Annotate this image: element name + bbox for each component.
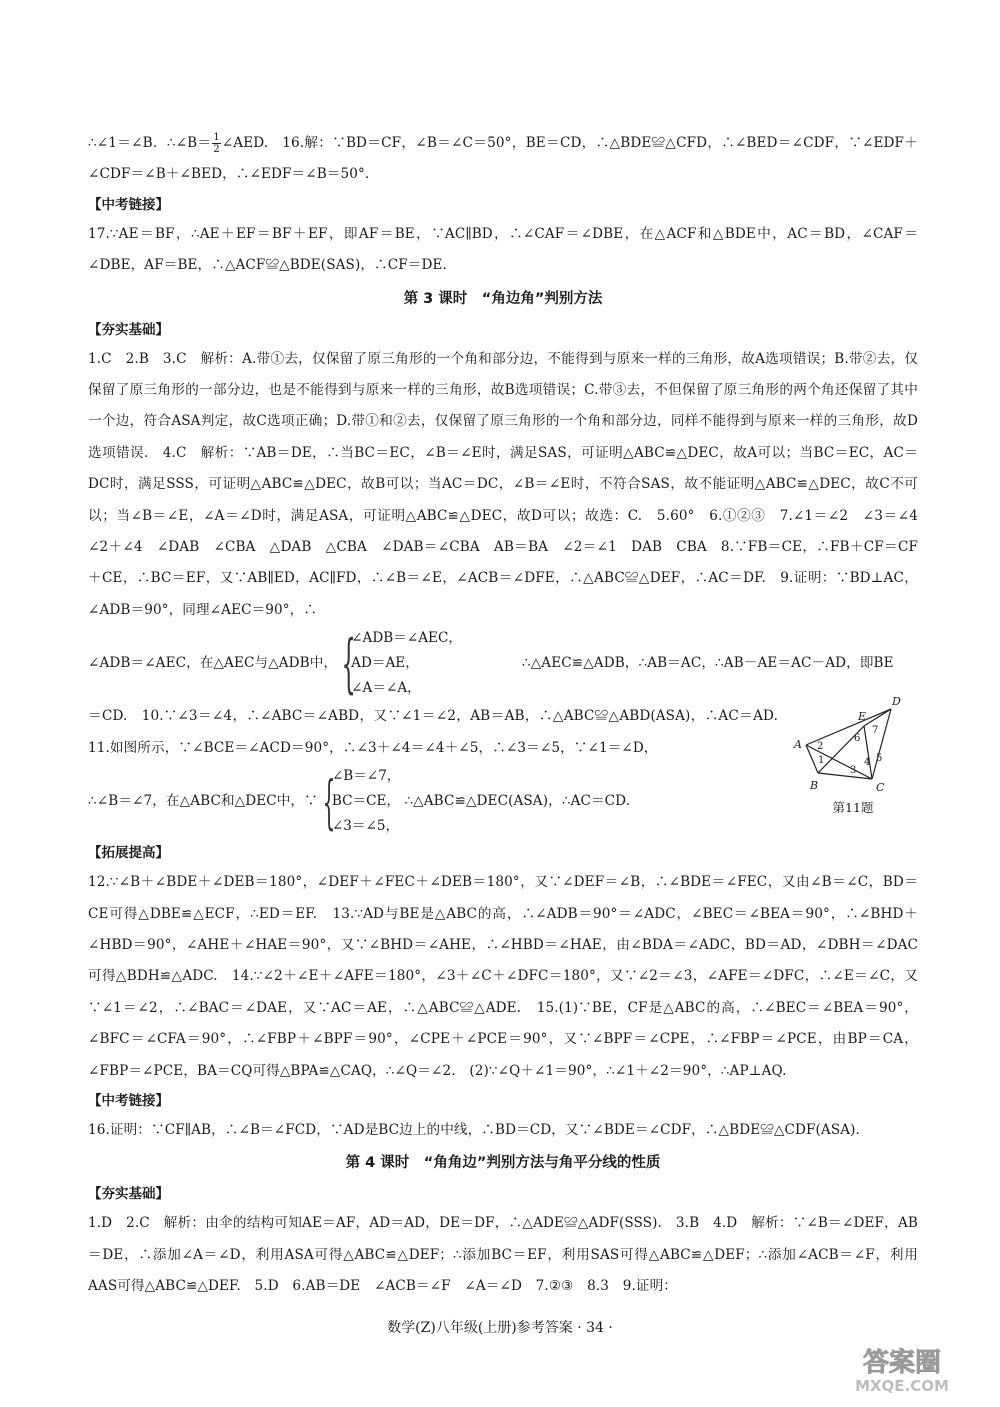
fraction-denominator: 2	[213, 144, 220, 155]
label-angle-6: 6	[854, 733, 861, 745]
text-segment: ∠AED. 16.解：∵BD＝CF，∠B＝∠C＝50°，BE＝CD，∴△BDE≌△CFD，∴∠BED＝∠CDF，∵∠EDF＋∠CDF＝∠B＋∠BED，∴∠EDF＝∠B＝50°.	[88, 135, 918, 183]
figure-q11	[788, 693, 918, 839]
section-tag-zhongkao: 【中考链接】	[88, 196, 169, 213]
section-tag-tuozhan: 【拓展提高】	[88, 845, 169, 862]
paragraph-q10-11: ＝CD. 10.∵∠3＝∠4，∴∠ABC＝∠ABD，又∵∠1＝∠2，AB＝AB，∴△ABC≌△ABD(ASA)，∴AC＝AD. 11.如图所示，∵∠BCE＝∠ACD＝90°，∴∠3＋∠4＝∠4＋∠5，∴∠3＝∠5，∵∠1＝∠D，	[88, 708, 792, 756]
text-segment: ∴△AEC≌△ADB，∴AB＝AC，∴AB－AE＝AC－AD，即BE	[521, 655, 894, 672]
label-d: D	[892, 695, 901, 709]
section-tag-hangshi: 【夯实基础】	[88, 1186, 169, 1203]
watermark-url: MXQE.COM	[855, 1377, 949, 1395]
geometry-diagram	[788, 693, 918, 798]
fraction-numerator: 1	[213, 132, 220, 143]
segment-ac	[806, 745, 872, 779]
system-line: AD＝AE，	[351, 655, 419, 672]
system-line: ∠B＝∠7，	[331, 768, 401, 785]
lesson-4-title: 第 4 课时 “角角边”判别方法与角平分线的性质	[345, 1155, 661, 1172]
label-angle-5: 5	[876, 753, 883, 765]
paragraph-q16: 16.证明：∵CF∥AB，∴∠B＝∠FCD，∵AD是BC边上的中线，∴BD＝CD，又∵∠BDE＝∠CDF，∴△BDE≌△CDF(ASA).	[88, 1121, 860, 1138]
label-b: B	[810, 779, 819, 793]
system-line: ∠3＝∠5，	[331, 818, 400, 835]
fraction	[212, 132, 220, 155]
section-tag-hangshi: 【夯实基础】	[88, 321, 169, 338]
segment-ec	[864, 726, 872, 779]
system-line: BC＝CE，	[331, 793, 400, 810]
left-brace-symbol: {	[322, 767, 336, 836]
answer-page	[88, 128, 932, 1303]
label-angle-2: 2	[817, 741, 824, 753]
text-segment: ∴∠1＝∠B．∴∠B＝	[88, 135, 212, 151]
label-angle-1: 1	[818, 755, 825, 767]
label-c: C	[876, 781, 885, 795]
label-angle-7: 7	[872, 725, 879, 737]
lesson-3-title: 第 3 课时 “角边角”判别方法	[403, 290, 603, 307]
label-e: E	[858, 710, 867, 724]
page-footer: 数学(Z)八年级(上册)参考答案 · 34 ·	[387, 1320, 613, 1336]
text-segment: ∴△ABC≌△DEC(ASA)，∴AC＝CD.	[404, 792, 631, 809]
label-angle-3: 3	[850, 765, 857, 777]
system-line: ∠A＝∠A，	[351, 680, 421, 697]
figure-caption: 第11题	[832, 800, 874, 816]
section-tag-zhongkao: 【中考链接】	[88, 1092, 169, 1109]
brace-row-q11	[88, 764, 778, 839]
left-brace-symbol: {	[341, 626, 356, 701]
paragraph-q1-9: 1.C 2.B 3.C 解析：A.带①去，仅保留了原三角形的一个角和部分边，不能得到与原来一样的三角形，故A选项错误；B.带②去，仅保留了原三角形的一部分边，也是不能得到与原来一样的三角形，故B选项错误；C.带③去，不但保留了原三角形的两个角还保留了其中一个边，符合ASA判定，故C选项正确；D.带①和②去，仅保留了原三角形的一个角和部分边，同样不能得到与原来一样的三角形，故D选项错误. 4.C 解析：∵AB＝DE，∴当BC＝EC，∠B＝∠E时，满足SAS，可证明△ABC≌△DEC，故A可以；当BC＝EC，AC＝DC时，满足SSS，可证明△ABC≌△DEC，故B可以；当AC＝DC，∠B＝∠E时，不符合SAS，故不能证明△ABC≌△DEC，故C不可以；当∠B＝∠E，∠A＝∠D时，满足ASA，可证明△ABC≌△DEC，故D可以；故选：C. 5.60° 6.①②③ 7.∠1＝∠2 ∠3＝∠4 ∠2＋∠4 ∠DAB ∠CBA △DAB △CBA ∠DAB＝∠CBA AB＝BA ∠2＝∠1 DAB CBA 8.∵FB＝CE，∴FB＋CF＝CF＋CE，∴BC＝EF，又∵AB∥ED，AC∥FD，∴∠B＝∠E，∠ACB＝∠DFE，∴△ABC≌△DEF，∴AC＝DF. 9.证明：∵BD⊥AC，∠ADB＝90°，同理∠AEC＝90°，∴	[88, 350, 932, 618]
segment-bc	[818, 773, 872, 779]
paragraph-q15-16	[88, 128, 918, 191]
equation-system	[337, 626, 462, 701]
q10-q11-block	[88, 695, 918, 839]
label-angle-4: 4	[864, 757, 871, 769]
paragraph-q17: 17.∵AE＝BF，∴AE＋EF＝BF＋EF，即AF＝BE，∵AC∥BD，∴∠CAF＝∠DBE，在△ACF和△BDE中，AC＝BD，∠CAF＝∠DBE，AF＝BE，∴△ACF≌△BDE(SAS)，∴CF＝DE.	[88, 225, 918, 274]
site-watermark-logo	[822, 1343, 982, 1395]
text-segment: ∠ADB＝∠AEC，在△AEC与△ADB中，	[88, 655, 338, 672]
paragraph-q12-15: 12.∵∠B＋∠BDE＋∠DEB＝180°，∠DEF＋∠FEC＋∠DEB＝180°，又∵∠DEF＝∠B，∴∠BDE＝∠FEC，又由∠B＝∠C，BD＝CE可得△DBE≌△ECF，∴ED＝EF. 13.∵AD与BE是△ABC的高，∴∠ADB＝90°＝∠ADC，∠BEC＝∠BEA＝90°，∴∠BHD＋∠HBD＝90°，∠AHE＋∠HAE＝90°，又∵∠BHD＝∠AHE，∴∠HBD＝∠HAE，由∠BDA＝∠ADC，BD＝AD，∠DBH＝∠DAC可得△BDH≌△ADC. 14.∵∠2＋∠E＋∠AFE＝180°，∠3＋∠C＋∠DFC＝180°，又∵∠2＝∠3，∠AFE＝∠DFC，∴∠E＝∠C，又∵∠1＝∠2，∴∠BAC＝∠DAE，又∵AC＝AE，∴△ABC≌△ADE. 15.(1)∵BE，CF是△ABC的高，∴∠BEC＝∠BEA＝90°，∠BFC＝∠CFA＝90°，∴∠FBP＋∠BPF＝90°，∠CPE＋∠PCE＝90°，又∵∠BPF＝∠CPE，∴∠FBP＝∠PCE，由BP＝CA，∠FBP＝∠PCE，BA＝CQ可得△BPA≌△CAQ，∴∠Q＝∠2. (2)∵∠Q＋∠1＝90°，∴∠1＋∠2＝90°，∴AP⊥AQ.	[88, 874, 918, 1079]
label-a: A	[794, 738, 802, 752]
text-segment: ∴∠B＝∠7，在△ABC和△DEC中，∵	[88, 792, 318, 809]
paragraph-lesson4-answers: 1.D 2.C 解析：由伞的结构可知AE＝AF，AD＝AD，DE＝DF，∴△ADE≌△ADF(SSS). 3.B 4.D 解析：∵∠B＝∠DEF，AB＝DE，∴添加∠A＝∠D，利用ASA可得△ABC≌△DEF；∴添加BC＝EF，利用SAS可得△ABC≌△DEF；∴添加∠ACB＝∠F，利用AAS可得△ABC≌△DEF. 5.D 6.AB＝DE ∠ACB＝∠F ∠A＝∠D 7.②③ 8.3 9.证明：	[88, 1215, 918, 1295]
equation-system	[318, 764, 401, 839]
watermark-text: 答案圈	[862, 1348, 942, 1378]
system-line: ∠ADB＝∠AEC，	[351, 630, 462, 647]
brace-row-q9	[88, 626, 918, 701]
